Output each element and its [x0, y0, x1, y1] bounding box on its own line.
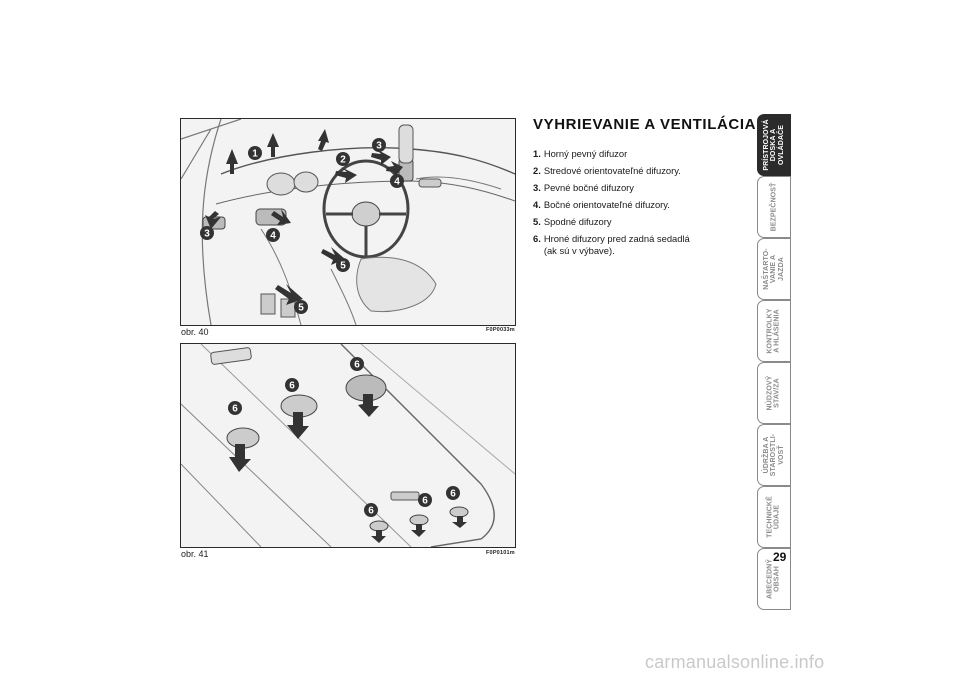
tab-label: NAŠTARTO- VANIE A JAZDA [762, 248, 785, 290]
callout-5-upper: 5 [340, 260, 346, 272]
item-number: 5. [533, 216, 541, 227]
tab-label: NÚDZOVÝ STAV/ZA [766, 375, 781, 411]
figure-41-roof-vents [180, 343, 516, 548]
callout-5-lower: 5 [298, 302, 304, 314]
figure-41-caption: obr. 41 [181, 549, 209, 559]
item-text: Bočné orientovateľné difuzory. [543, 199, 670, 210]
callout-6-a: 6 [232, 403, 238, 415]
list-item [533, 145, 753, 162]
callout-6-f: 6 [450, 488, 456, 500]
callout-6-c: 6 [354, 359, 360, 371]
item-text: Spodné difuzory [543, 216, 612, 227]
tab-label: ÚDRŽBA A STAROSTLI- VOSŤ [762, 433, 785, 477]
list-item [533, 179, 753, 196]
tab-nastartovanie[interactable] [757, 238, 791, 300]
item-text: Stredové orientovateľné difuzory. [543, 165, 681, 176]
list-item [533, 196, 753, 213]
list-item [533, 230, 753, 256]
tab-pristrojova-doska[interactable] [757, 114, 791, 176]
tab-label: TECHNICKÉ ÚDAJE [766, 496, 781, 538]
callout-6-b: 6 [289, 380, 295, 392]
callout-4-left: 4 [270, 230, 276, 242]
list-item [533, 162, 753, 179]
callout-6-d: 6 [368, 505, 374, 517]
item-number: 6. [533, 233, 541, 244]
roof-vents-illustration [181, 344, 515, 547]
callout-3-left: 3 [204, 228, 210, 240]
tab-bezpecnost[interactable] [757, 176, 791, 238]
tab-label: ABECEDNÝ OBSAH [766, 558, 781, 600]
vent-list [533, 145, 753, 256]
list-item [533, 213, 753, 230]
item-text: Hroné difuzory pred zadná sedadlá (ak sú v výbave). [543, 233, 690, 256]
tab-label: PRÍSTROJOVÁ DOSKA A OVLÁDAČE [762, 119, 785, 171]
callout-4-right: 4 [394, 176, 400, 188]
item-number: 2. [533, 165, 541, 176]
figure-40-caption: obr. 40 [181, 327, 209, 337]
item-number: 3. [533, 182, 541, 193]
item-text: Horný pevný difuzor [543, 148, 628, 159]
tab-udrzba[interactable] [757, 424, 791, 486]
tab-label: BEZPEČNOSŤ [770, 182, 778, 232]
page-number: 29 [773, 550, 787, 564]
item-number: 4. [533, 199, 541, 210]
callout-2: 2 [340, 154, 346, 166]
tab-technicke-udaje[interactable] [757, 486, 791, 548]
item-number: 1. [533, 148, 541, 159]
tab-label: KONTROLKY A HLÁSENIA [766, 308, 781, 354]
dashboard-illustration [181, 119, 515, 325]
callout-6-e: 6 [422, 495, 428, 507]
section-title: VYHRIEVANIE A VENTILÁCIA [533, 116, 757, 133]
callout-3-right: 3 [376, 140, 382, 152]
figure-41-code: F0P0101m [486, 550, 515, 556]
tab-kontrolky[interactable] [757, 300, 791, 362]
tab-nudzovy-stav[interactable] [757, 362, 791, 424]
watermark: carmanualsonline.info [645, 652, 825, 672]
callout-1: 1 [252, 148, 258, 160]
figure-40-dashboard-vents [180, 118, 516, 326]
item-text: Pevné bočné difuzory [543, 182, 634, 193]
figure-40-code: F0P0033m [486, 327, 515, 333]
